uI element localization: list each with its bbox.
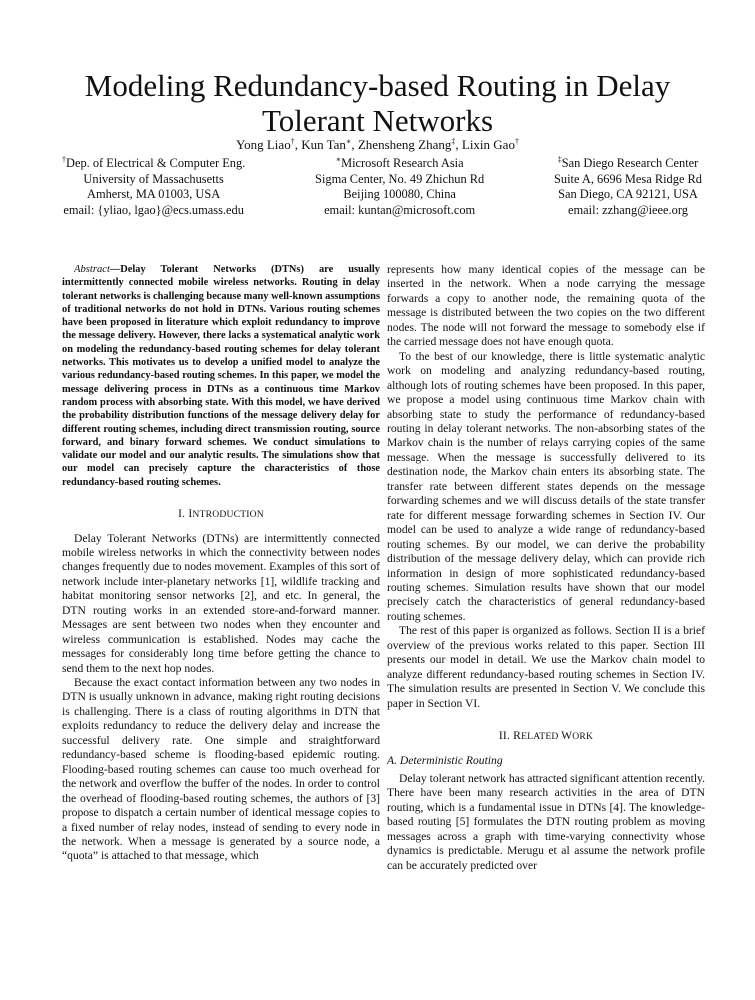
affiliation-line: Amherst, MA 01003, USA — [87, 187, 221, 202]
abstract-label: Abstract — [74, 264, 110, 275]
title-line-1: Modeling Redundancy-based Routing in Delay — [84, 68, 671, 103]
affiliation-email: email: kuntan@microsoft.com — [324, 202, 476, 217]
author-mark: † — [514, 137, 519, 146]
intro-paragraph-2: Because the exact contact information between any two nodes in DTN is usually unknown in advance, making right routing decisions is challenging. There is a class of routing algorithms in DTN that exploits redundancy to reduce the delivery delay and increase the successful delivery rate. One simple and straightforward redundancy-based scheme is flooding-based epidemic routing. Flooding-based routing schemes can cause too much overhead for the network and overflow the buffer of the nodes. In order to control the overhead of flooding-based routing schemes, the authors of [3] propose to dispatch a certain number of identical message copies to a fixed number of relay nodes, instead of sending to every node in the network. When a message is generated by a source node, a “quota” is attached to that message, which — [62, 676, 380, 863]
intro-paragraph-2-continued: represents how many identical copies of the message can be inserted in the network. When a node carrying the message forwards a copy to another node, the remaining quota of the message is distributed between the two copies on the two different nodes. The node will not forward the message to somebody else if the carried message does not have enough quota. — [387, 263, 705, 349]
author-mark: † — [290, 137, 295, 146]
author: Zhensheng Zhang — [357, 137, 452, 152]
subsection-heading-deterministic-routing: A. Deterministic Routing — [387, 753, 503, 767]
abstract-text: Delay Tolerant Networks (DTNs) are usually intermittently connected mobile wireless networks. Routing in delay tolerant networks is challenging because many well-known assumptions of traditional networks do not hold in DTNs. Various routing schemes have been proposed in literature which exploit redundancy to improve the message delivery. However, there lacks a systematical analytic work on modeling the redundancy-based routing schemes for delay tolerant networks. This motivates us to develop a unified model to analyze the various redundancy-based routing schemes. In this paper, we model the message delivering process in DTNs as a continuous time Markov random process with absorbing state. With this model, we have derived the probability distribution functions of the message delivery delay for different routing schemes, including direct transmission routing, source forward, and binary forward schemes. We conduct simulations to validate our model and our analytic results. The simulations show that our model can precisely capture the characteristics of those redundancy-based routing schemes. — [62, 264, 380, 488]
affiliation-line: Dep. of Electrical & Computer Eng. — [66, 156, 246, 170]
section-heading-introduction: I. INTRODUCTION — [178, 507, 264, 521]
author-list: Yong Liao†, Kun Tan∗, Zhensheng Zhang‡, Lixin Gao† — [236, 137, 519, 152]
abstract — [62, 263, 380, 489]
affiliation-line: Beijing 100080, China — [343, 187, 456, 202]
affiliation-sdrc — [554, 156, 702, 218]
section-heading-related-work: II. RELATED WORK — [498, 729, 594, 743]
affiliation-email: email: {yliao, lgao}@ecs.umass.edu — [63, 202, 244, 217]
right-column — [387, 263, 705, 873]
affiliation-line: University of Massachusetts — [83, 171, 224, 186]
affiliation-email: email: zzhang@ieee.org — [568, 202, 688, 217]
paper-title — [0, 68, 755, 138]
affiliation-microsoft — [315, 156, 484, 218]
related-work-paragraph: Delay tolerant network has attracted significant attention recently. There have been many research activities in the area of DTN routing, which is a fundamental issue in DTNs [4]. The knowledge-based routing [5] formulates the DTN routing problem as moving messages across a graph with time-varying connectivity whose dynamics is predictable. Merugu et al assume the network profile can be accurately predicted over — [387, 771, 705, 872]
intro-paragraph-3: To the best of our knowledge, there is little systematic analytic work on modeling and analyzing redundancy-based routing, although lots of routing schemes have been proposed. In this paper, we propose a model using continuous time Markov chain with absorbing state to study the performance of redundancy-based routing in delay tolerant networks. The non-absorbing states of the Markov chain is the number of relays carrying copies of the same message. When the message is successfully delivered to its destination node, the Markov chain enters its absorbing state. The transfer rate between different states depends on the message forwarding schemes and we will discuss details of the state transfer rate for different message forwarding schemes in Section IV. Our model can be used to analyze a wide range of redundancy-based routing schemes. By our model, we can derive the probability distribution of the message delivery delay, which can provide rich information in design of more sophisticated redundancy-based routing schemes. Simulation results have shown that our model precisely catch the characteristics of general redundancy-based routing schemes. — [387, 349, 705, 623]
abstract-dash: — — [109, 264, 121, 275]
intro-paragraph-1: Delay Tolerant Networks (DTNs) are intermittently connected mobile wireless networks in which the connectivity between nodes changes frequently due to nodes movement. Examples of this sort of network include inter-planetary networks [1], wildlife tracking and habitat monitoring sensor networks [2], and etc. In general, the DTN routing works in an extended store-and-forward manner. Messages are sent between two nodes when they encounter and wireless communication is established. Nodes may cache the messages for considerably long time before getting the chance to send them to the next hop nodes. — [62, 531, 380, 675]
affiliation-mark: ‡ — [557, 155, 562, 164]
author-mark: ‡ — [451, 137, 456, 146]
affiliation-line: Sigma Center, No. 49 Zhichun Rd — [315, 171, 485, 186]
title-line-2: Tolerant Networks — [261, 103, 494, 138]
affiliation-line: Microsoft Research Asia — [341, 156, 464, 170]
affiliation-line: San Diego, CA 92121, USA — [558, 187, 698, 202]
author-mark: ∗ — [345, 137, 352, 146]
affiliation-line: Suite A, 6696 Mesa Ridge Rd — [554, 171, 702, 186]
author: Yong Liao — [236, 137, 291, 152]
affiliation-mark: † — [62, 155, 66, 164]
affiliation-line: San Diego Research Center — [561, 156, 699, 170]
author: Kun Tan — [301, 137, 346, 152]
affiliations — [62, 156, 702, 218]
affiliation-umass — [62, 156, 245, 218]
left-column — [62, 263, 380, 864]
intro-paragraph-4: The rest of this paper is organized as follows. Section II is a brief overview of the previous works related to this paper. Section III presents our model in detail. We use the Markov chain model to analyze different redundancy-based routing schemes in Section IV. The simulation results are presented in Section V. We conclude this paper in Section VI. — [387, 624, 705, 710]
affiliation-mark: ∗ — [335, 155, 342, 164]
author: Lixin Gao — [461, 137, 515, 152]
